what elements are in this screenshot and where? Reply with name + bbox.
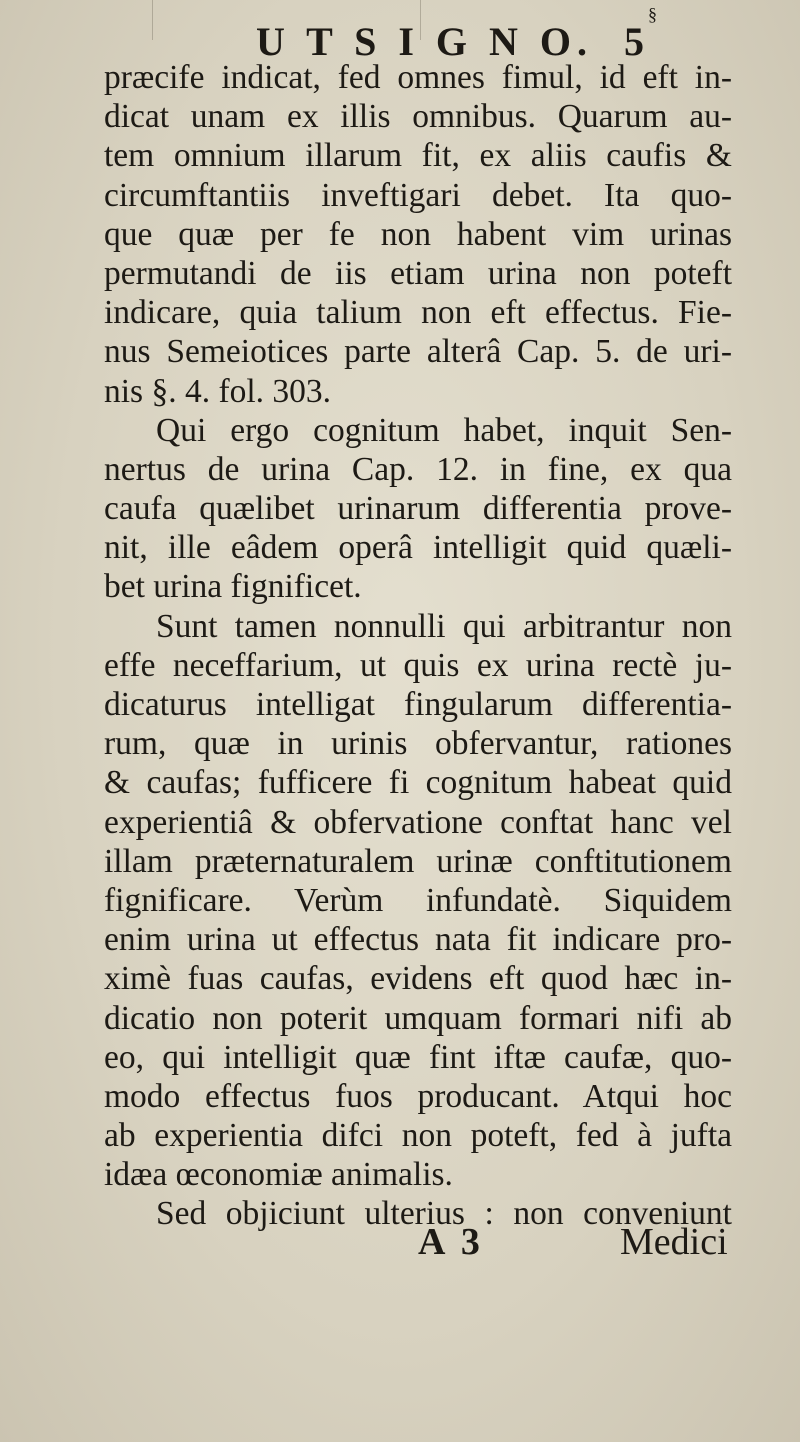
text-line: idæa œconomiæ animalis. (104, 1156, 453, 1194)
text-line: permutandi de iis etiam urina non poteft (104, 254, 732, 292)
text-line: effe neceffarium, ut quis ex urina rectè ju- (104, 646, 732, 684)
text-line: eo, qui intelligit quæ fint iftæ caufæ, quo- (104, 1038, 732, 1076)
text-line: nertus de urina Cap. 12. in fine, ex qua (104, 450, 732, 488)
catchword: Medici (620, 1221, 728, 1263)
text-line: præcife indicat, fed omnes fimul, id eft in- (104, 59, 732, 96)
text-line: nit, ille eâdem operâ intelligit quid quæli- (104, 529, 732, 567)
text-line: indicare, quia talium non eft effectus. Fie- (104, 294, 732, 332)
body-text (104, 58, 732, 1234)
text-line: nus Semeiotices parte alterâ Cap. 5. de uri- (104, 333, 732, 371)
text-line: & caufas; fufficere fi cognitum habeat quid (104, 764, 732, 802)
text-line: dicatio non poterit umquam formari nifi ab (104, 999, 732, 1037)
corner-mark: § (648, 4, 657, 24)
text-line: enim urina ut effectus nata fit indicare pro- (104, 921, 732, 959)
page-header (0, 4, 800, 64)
text-line: experientiâ & obfervatione conftat hanc vel (104, 803, 732, 841)
text-line: que quæ per fe non habent vim urinas (104, 215, 732, 253)
text-line: nis §. 4. fol. 303. (104, 372, 332, 410)
text-line: Qui ergo cognitum habet, inquit Sen- (156, 411, 732, 449)
text-line: ximè fuas caufas, evidens eft quod hæc in- (104, 960, 732, 998)
text-line: tem omnium illarum fit, ex aliis caufis & (104, 137, 732, 175)
text-line: rum, quæ in urinis obfervantur, rationes (104, 725, 732, 763)
text-line: dicat unam ex illis omnibus. Quarum au- (104, 98, 732, 136)
text-line: Sunt tamen nonnulli qui arbitrantur non (156, 607, 732, 645)
text-line: circumftantiis inveftigari debet. Ita quo- (104, 176, 732, 214)
text-line: dicaturus intelligat fingularum differentia- (104, 686, 732, 723)
text-line: fignificare. Verùm infundatè. Siquidem (104, 881, 732, 919)
page-number: 5 (624, 19, 644, 64)
text-line: caufa quælibet urinarum differentia prove- (104, 490, 732, 528)
text-line: ab experientia difci non poteft, fed à jufta (104, 1117, 732, 1155)
text-line: Sed objiciunt ulterius : non conveniunt (156, 1195, 732, 1233)
text-line: bet urina fignificet. (104, 568, 362, 606)
running-head: U T S I G N O. (256, 19, 594, 64)
text-line: illam præternaturalem urinæ conftitutionem (104, 842, 732, 880)
page-footer (0, 1220, 800, 1280)
signature-mark: A 3 (418, 1221, 484, 1263)
text-line: modo effectus fuos producant. Atqui hoc (104, 1077, 732, 1115)
